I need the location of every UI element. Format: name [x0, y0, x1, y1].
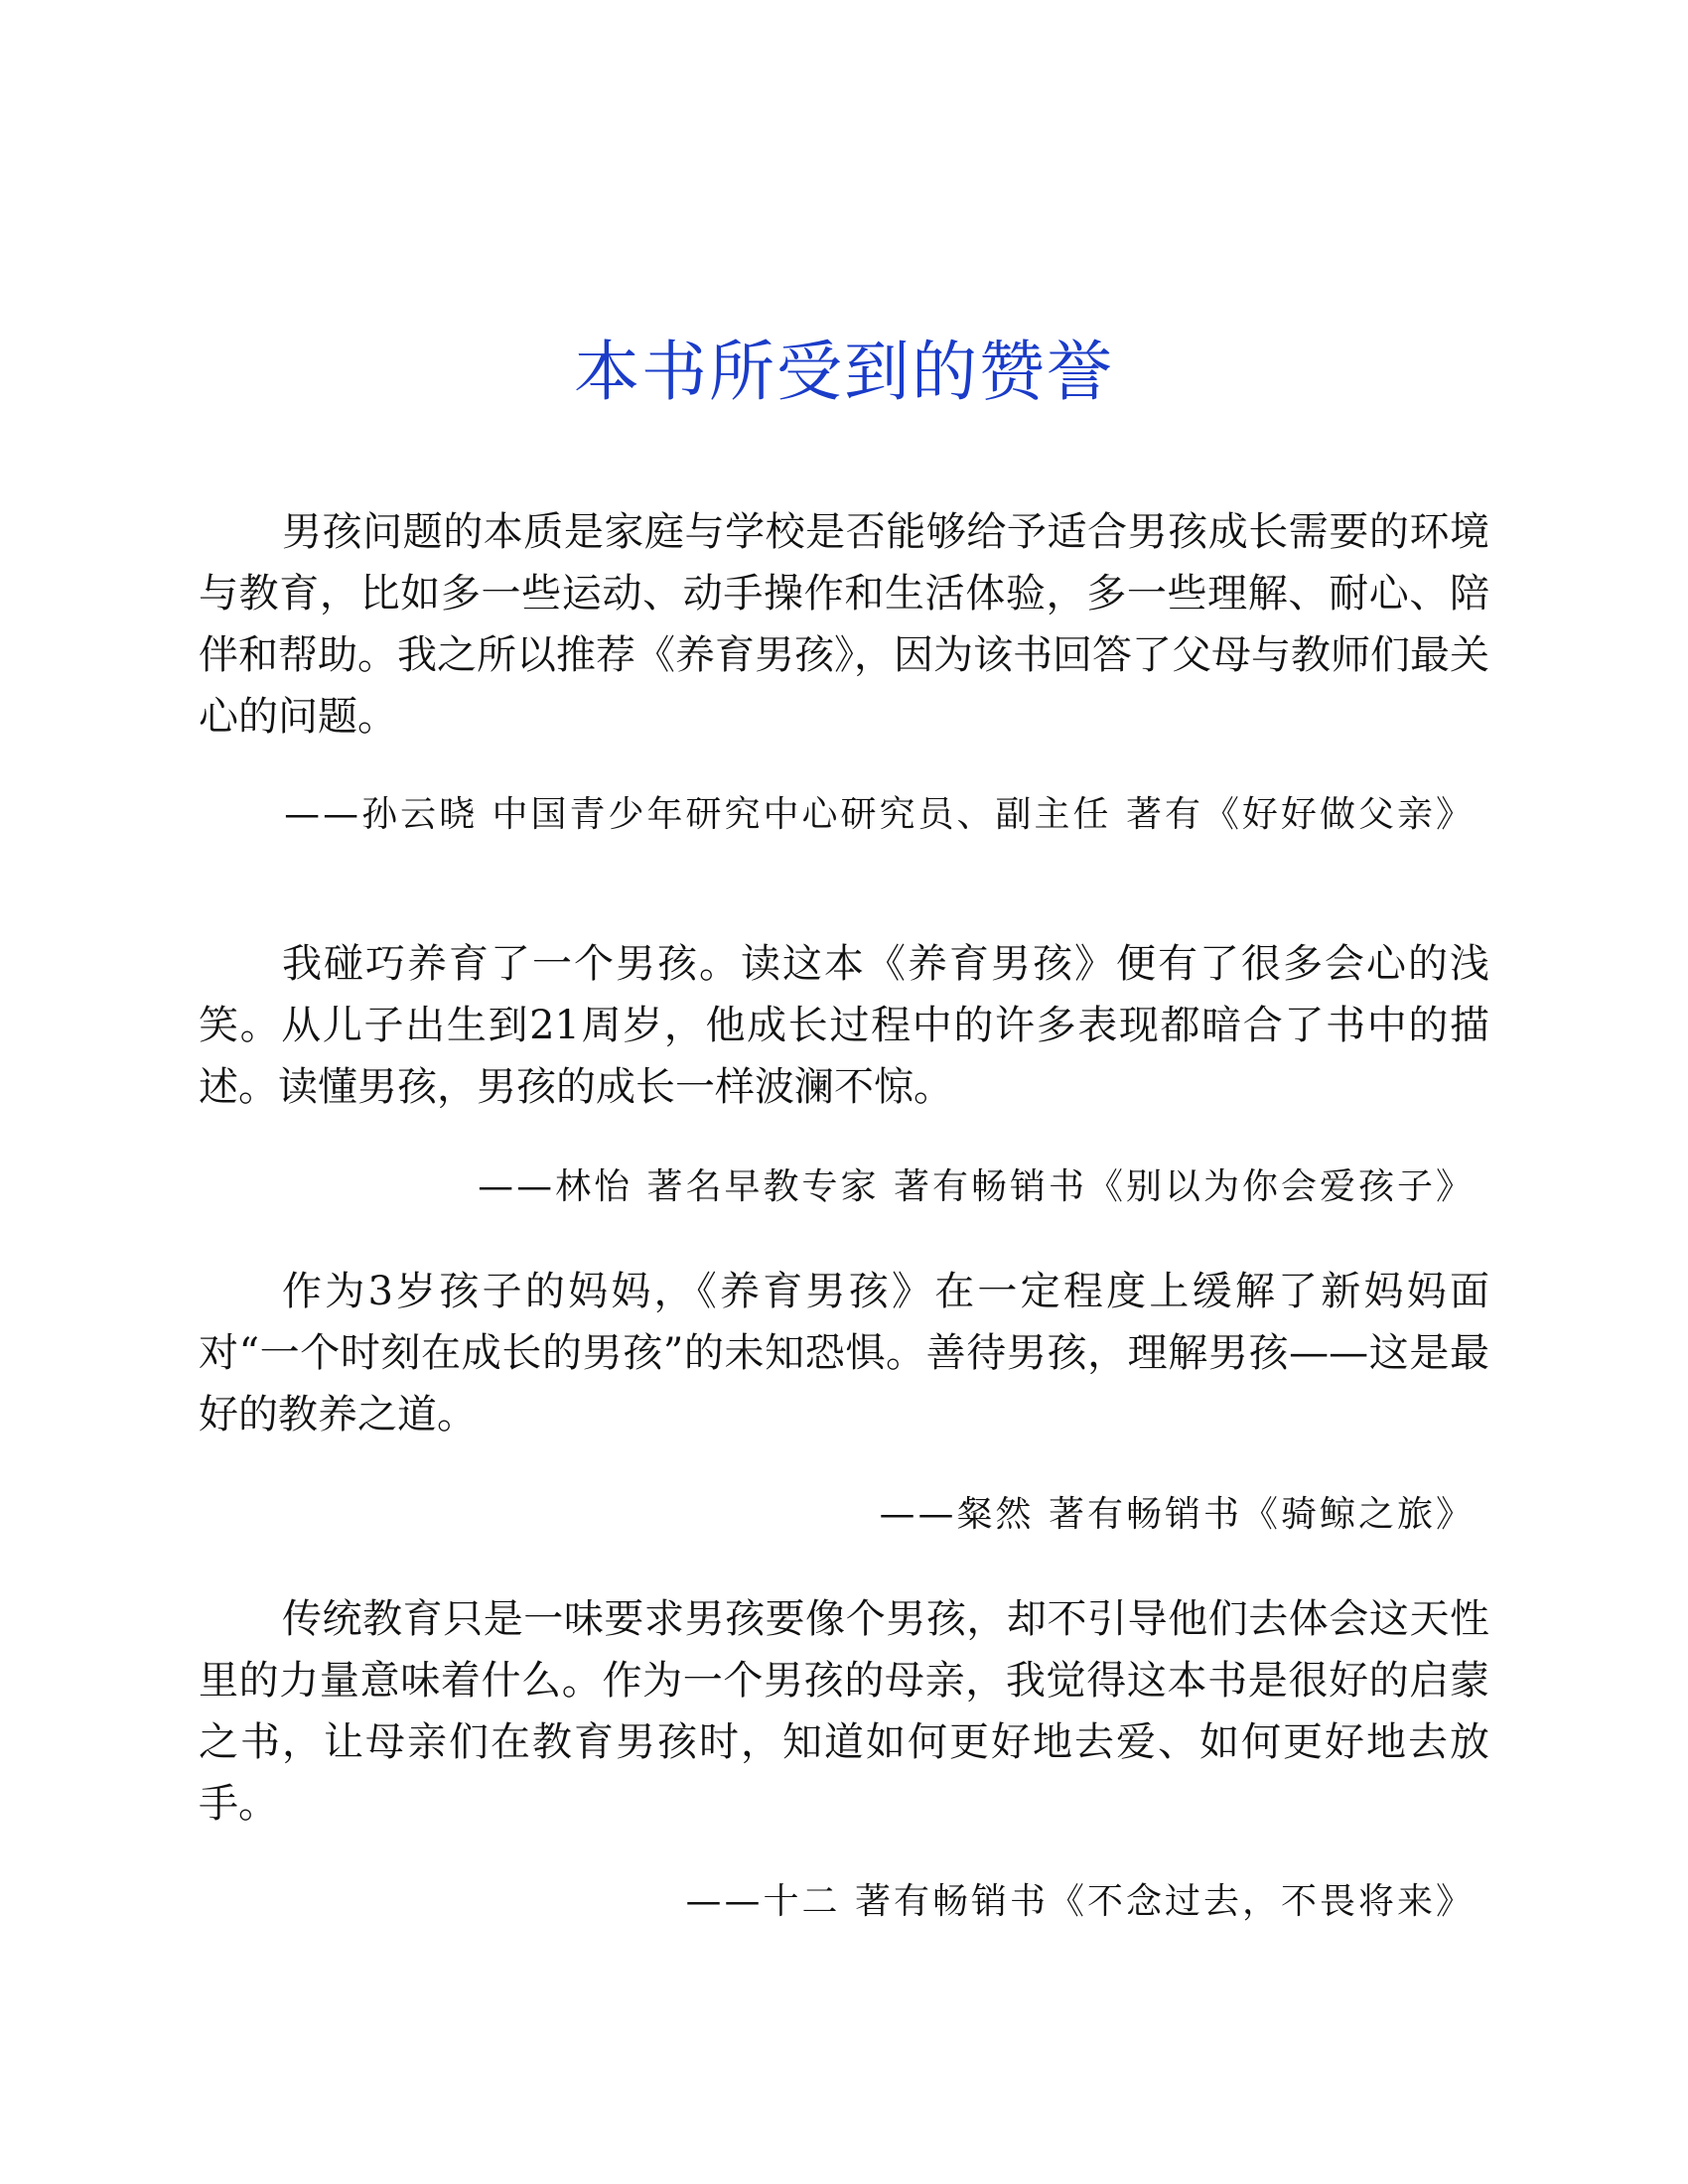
- review-4-text: 传统教育只是一味要求男孩要像个男孩，却不引导他们去体会这天性里的力量意味着什么。作为一个男孩的母亲，我觉得这本书是很好的启蒙之书，让母亲们在教育男孩时，知道如何更好地去爱、如何更好地去放手。: [199, 1596, 1489, 1827]
- page-title: 本书所受到的赞誉: [574, 334, 1114, 410]
- review-1-attribution: ——孙云晓 中国青少年研究中心研究员、副主任 著有《好好做父亲》: [284, 794, 1475, 835]
- review-3-text: 作为3岁孩子的妈妈，《养育男孩》在一定程度上缓解了新妈妈面对“一个时刻在成长的男孩”的未知恐惧。善待男孩，理解男孩——这是最好的教养之道。: [199, 1269, 1489, 1437]
- review-4-attribution: ——十二 著有畅销书《不念过去，不畏将来》: [685, 1881, 1475, 1922]
- review-3-attribution: ——粲然 著有畅销书《骑鲸之旅》: [879, 1494, 1475, 1535]
- review-2-text: 我碰巧养育了一个男孩。读这本《养育男孩》便有了很多会心的浅笑。从儿子出生到21周岁，他成长过程中的许多表现都暗合了书中的描述。读懂男孩，男孩的成长一样波澜不惊。: [199, 941, 1489, 1110]
- review-1-text: 男孩问题的本质是家庭与学校是否能够给予适合男孩成长需要的环境与教育，比如多一些运动、动手操作和生活体验，多一些理解、耐心、陪伴和帮助。我之所以推荐《养育男孩》，因为该书回答了父母与教师们最关心的问题。: [199, 509, 1489, 740]
- review-2-attribution: ——林怡 著名早教专家 著有畅销书《别以为你会爱孩子》: [478, 1166, 1475, 1207]
